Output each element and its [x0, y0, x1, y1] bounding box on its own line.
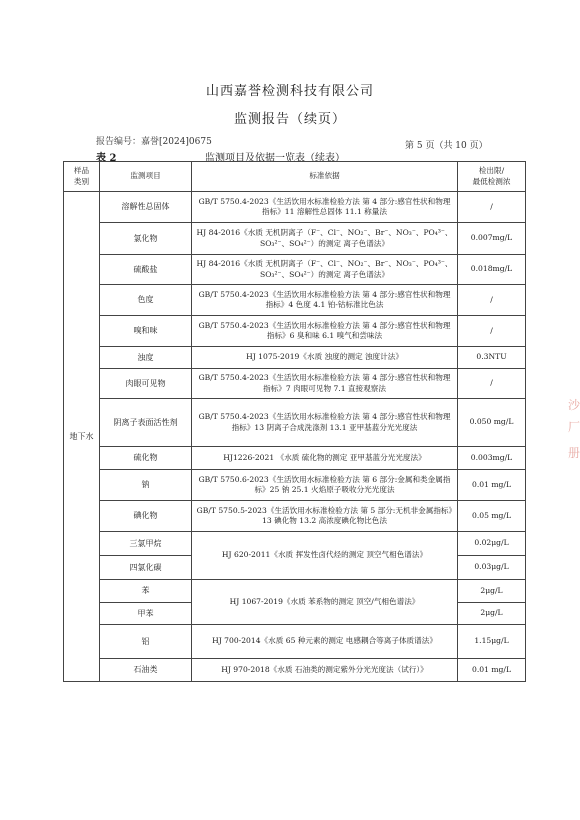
- row-item: 浊度: [100, 347, 192, 369]
- header-item: 监测项目: [100, 162, 192, 192]
- table-row: [64, 285, 526, 316]
- report-title: 监测报告（续页）: [233, 112, 346, 127]
- row-standard: HJ 620-2011《水质 挥发性卤代烃的测定 顶空气相色谱法》: [192, 532, 458, 580]
- sample-category: 地下水: [64, 192, 100, 682]
- row-limit: 0.3NTU: [458, 347, 526, 369]
- row-standard: GB/T 5750.5-2023《生活饮用水标准检验方法 第 5 部分:无机非金属指标》13 碘化物 13.2 高浓度碘化物比色法: [192, 501, 458, 532]
- row-standard: HJ 1075-2019《水质 浊度的测定 浊度计法》: [192, 347, 458, 369]
- row-standard: GB/T 5750.4-2023《生活饮用水标准检验方法 第 4 部分:感官性状和物理指标》4 色度 4.1 铂-钴标准比色法: [192, 285, 458, 316]
- row-limit: 0.007mg/L: [458, 223, 526, 255]
- row-limit: /: [458, 369, 526, 399]
- row-limit: /: [458, 316, 526, 347]
- row-standard: HJ1226-2021 《水质 硫化物的测定 亚甲基蓝分光光度法》: [192, 447, 458, 470]
- table-row: [64, 580, 526, 603]
- table-row: [64, 192, 526, 223]
- row-standard: GB/T 5750.4-2023《生活饮用水标准检验方法 第 4 部分:感官性状和物理指标》6 臭和味 6.1 嗅气和尝味法: [192, 316, 458, 347]
- table-row: [64, 447, 526, 470]
- table-row: [64, 470, 526, 501]
- company-name: 山西嘉誉检测科技有限公司: [205, 84, 374, 99]
- row-item: 氯化物: [100, 223, 192, 255]
- row-item: 硫酸盐: [100, 255, 192, 285]
- row-limit: 0.01 mg/L: [458, 659, 526, 682]
- row-item: 肉眼可见物: [100, 369, 192, 399]
- monitoring-table: [63, 161, 526, 682]
- report-number: 报告编号：嘉誉[2024]0675: [96, 137, 212, 147]
- row-standard: GB/T 5750.4-2023《生活饮用水标准检验方法 第 4 部分:感官性状和物理指标》7 肉眼可见物 7.1 直接观察法: [192, 369, 458, 399]
- row-item: 碘化物: [100, 501, 192, 532]
- page-indicator: 第 5 页（共 10 页）: [405, 141, 488, 151]
- seal-fragment: 册: [567, 446, 580, 460]
- row-standard: HJ 1067-2019《水质 苯系物的测定 顶空/气相色谱法》: [192, 580, 458, 625]
- row-limit: /: [458, 285, 526, 316]
- table-title: 监测项目及依据一览表（续表）: [205, 153, 345, 164]
- table-row: [64, 347, 526, 369]
- table-label: 表 2: [96, 153, 117, 164]
- header-limit: 检出限/ 最低检测浓: [458, 162, 526, 192]
- table-row: [64, 501, 526, 532]
- row-limit: 0.003mg/L: [458, 447, 526, 470]
- row-item: 硫化物: [100, 447, 192, 470]
- row-limit: 2μg/L: [458, 580, 526, 603]
- row-limit: 0.03μg/L: [458, 556, 526, 580]
- row-item: 阴离子表面活性剂: [100, 399, 192, 447]
- header-category: 样品 类别: [64, 162, 100, 192]
- row-limit: 0.050 mg/L: [458, 399, 526, 447]
- row-standard: GB/T 5750.4-2023《生活饮用水标准检验方法 第 4 部分:感官性状和物理指标》13 阴离子合成洗涤剂 13.1 亚甲基蓝分光光度法: [192, 399, 458, 447]
- seal-fragment: 厂: [567, 420, 580, 434]
- row-limit: 0.018mg/L: [458, 255, 526, 285]
- row-limit: 2μg/L: [458, 603, 526, 625]
- row-standard: GB/T 5750.4-2023《生活饮用水标准检验方法 第 4 部分:感官性状和物理指标》11 溶解性总固体 11.1 称量法: [192, 192, 458, 223]
- row-limit: 0.02μg/L: [458, 532, 526, 556]
- row-item: 石油类: [100, 659, 192, 682]
- table-row: [64, 255, 526, 285]
- row-limit: 0.05 mg/L: [458, 501, 526, 532]
- row-limit: 0.01 mg/L: [458, 470, 526, 501]
- table-header-row: [64, 162, 526, 192]
- seal-fragment: 沙: [567, 398, 580, 412]
- row-standard: HJ 84-2016《水质 无机阴离子（F⁻、Cl⁻、NO₂⁻、Br⁻、NO₃⁻、PO₄³⁻、SO₃²⁻、SO₄²⁻）的测定 离子色谱法》: [192, 255, 458, 285]
- row-item: 三氯甲烷: [100, 532, 192, 556]
- row-limit: /: [458, 192, 526, 223]
- row-item: 甲苯: [100, 603, 192, 625]
- row-item: 色度: [100, 285, 192, 316]
- row-item: 嗅和味: [100, 316, 192, 347]
- row-standard: GB/T 5750.6-2023《生活饮用水标准检验方法 第 6 部分:金属和类金属指标》25 钠 25.1 火焰原子吸收分光光度法: [192, 470, 458, 501]
- row-item: 铝: [100, 625, 192, 659]
- row-limit: 1.15μg/L: [458, 625, 526, 659]
- row-item: 溶解性总固体: [100, 192, 192, 223]
- table-row: [64, 369, 526, 399]
- row-standard: HJ 700-2014《水质 65 种元素的测定 电感耦合等离子体质谱法》: [192, 625, 458, 659]
- table-row: [64, 532, 526, 556]
- row-item: 钠: [100, 470, 192, 501]
- row-item: 四氯化碳: [100, 556, 192, 580]
- table-row: [64, 625, 526, 659]
- table-row: [64, 316, 526, 347]
- header-standard: 标准依据: [192, 162, 458, 192]
- table-row: [64, 223, 526, 255]
- row-item: 苯: [100, 580, 192, 603]
- table-row: [64, 399, 526, 447]
- table-row: [64, 659, 526, 682]
- row-standard: HJ 84-2016《水质 无机阴离子（F⁻、Cl⁻、NO₂⁻、Br⁻、NO₃⁻、PO₄³⁻、SO₃²⁻、SO₄²⁻）的测定 离子色谱法》: [192, 223, 458, 255]
- row-standard: HJ 970-2018《水质 石油类的测定紫外分光光度法（试行）》: [192, 659, 458, 682]
